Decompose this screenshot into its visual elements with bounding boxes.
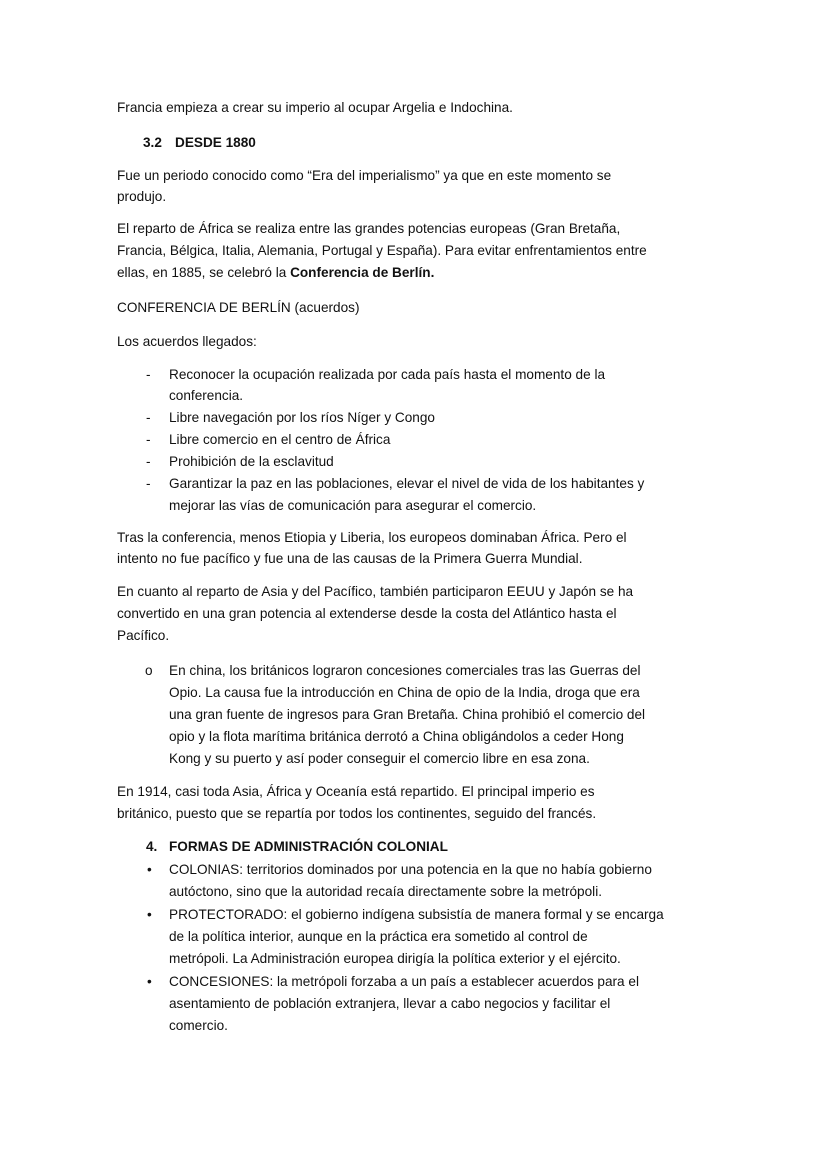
dash-bullet-icon: - (146, 410, 151, 425)
paragraph-line: Francia, Bélgica, Italia, Alemania, Portugal y España). Para evitar enfrentamientos entre (117, 243, 647, 258)
list-item-line: de la política interior, aunque en la práctica era sometido al control de (169, 929, 588, 944)
paragraph-line: ellas, en 1885, se celebró la Conferencia de Berlín. (117, 265, 435, 280)
bullet-icon: • (147, 907, 152, 922)
list-item-line: PROTECTORADO: el gobierno indígena subsistía de manera formal y se encarga (169, 907, 664, 922)
list-item-line: Reconocer la ocupación realizada por cada país hasta el momento de la (169, 367, 606, 382)
heading-number: 4. (146, 839, 158, 854)
paragraph-line: británico, puesto que se repartía por todos los continentes, seguido del francés. (117, 806, 597, 821)
list-item-line: comercio. (169, 1018, 228, 1033)
list-item-line: Prohibición de la esclavitud (169, 454, 334, 469)
list-item-line: metrópoli. La Administración europea dirigía la política exterior y el ejército. (169, 951, 621, 966)
list-item-line: En china, los británicos lograron concesiones comerciales tras las Guerras del (169, 663, 641, 678)
list-item-line: Kong y su puerto y así poder conseguir el comercio libre en esa zona. (169, 751, 590, 766)
dash-bullet-icon: - (146, 476, 151, 491)
paragraph-line: En 1914, casi toda Asia, África y Oceanía está repartido. El principal imperio es (117, 784, 595, 799)
list-item-line: asentamiento de población extranjera, llevar a cabo negocios y facilitar el (169, 996, 611, 1011)
paragraph-line: Pacífico. (117, 628, 170, 643)
paragraph-line: En cuanto al reparto de Asia y del Pacífico, también participaron EEUU y Japón se ha (117, 584, 634, 599)
bold-term: Conferencia de Berlín. (290, 265, 435, 280)
list-item-line: CONCESIONES: la metrópoli forzaba a un país a establecer acuerdos para el (169, 974, 639, 989)
list-item-line: Garantizar la paz en las poblaciones, elevar el nivel de vida de los habitantes y (169, 476, 645, 491)
dash-bullet-icon: - (146, 454, 151, 469)
list-item-line: Libre comercio en el centro de África (169, 432, 391, 447)
intro-text: Francia empieza a crear su imperio al ocupar Argelia e Indochina. (117, 100, 513, 115)
list-item-line: Libre navegación por los ríos Níger y Congo (169, 410, 435, 425)
list-item-line: mejorar las vías de comunicación para asegurar el comercio. (169, 498, 537, 513)
paragraph-line: intento no fue pacífico y fue una de las causas de la Primera Guerra Mundial. (117, 551, 583, 566)
heading-number: 3.2 (143, 135, 162, 150)
heading-title: FORMAS DE ADMINISTRACIÓN COLONIAL (169, 839, 448, 854)
paragraph-line: convertido en una gran potencia al extenderse desde la costa del Atlántico hasta el (117, 606, 617, 621)
paragraph-line: El reparto de África se realiza entre las grandes potencias europeas (Gran Bretaña, (117, 221, 621, 236)
circle-bullet-icon: o (145, 663, 153, 678)
paragraph-line: Tras la conferencia, menos Etiopia y Liberia, los europeos dominaban África. Pero el (117, 530, 627, 545)
paragraph-line: Fue un periodo conocido como “Era del imperialismo” ya que en este momento se (117, 168, 612, 183)
heading-title: DESDE 1880 (175, 135, 256, 150)
bullet-icon: • (147, 862, 152, 877)
bullet-icon: • (147, 974, 152, 989)
dash-bullet-icon: - (146, 432, 151, 447)
dash-bullet-icon: - (146, 367, 151, 382)
list-item-line: opio y la flota marítima británica derrotó a China obligándolos a ceder Hong (169, 729, 624, 744)
list-item-line: COLONIAS: territorios dominados por una potencia en la que no había gobierno (169, 862, 652, 877)
list-item-line: Opio. La causa fue la introducción en China de opio de la India, droga que era (169, 685, 640, 700)
list-item-line: conferencia. (169, 388, 244, 403)
paragraph-line: Los acuerdos llegados: (117, 334, 257, 349)
subheading: CONFERENCIA DE BERLÍN (acuerdos) (117, 300, 360, 315)
list-item-line: una gran fuente de ingresos para Gran Bretaña. China prohibió el comercio del (169, 707, 646, 722)
list-item-line: autóctono, sino que la autoridad recaía directamente sobre la metrópoli. (169, 884, 602, 899)
paragraph-line: produjo. (117, 189, 167, 204)
